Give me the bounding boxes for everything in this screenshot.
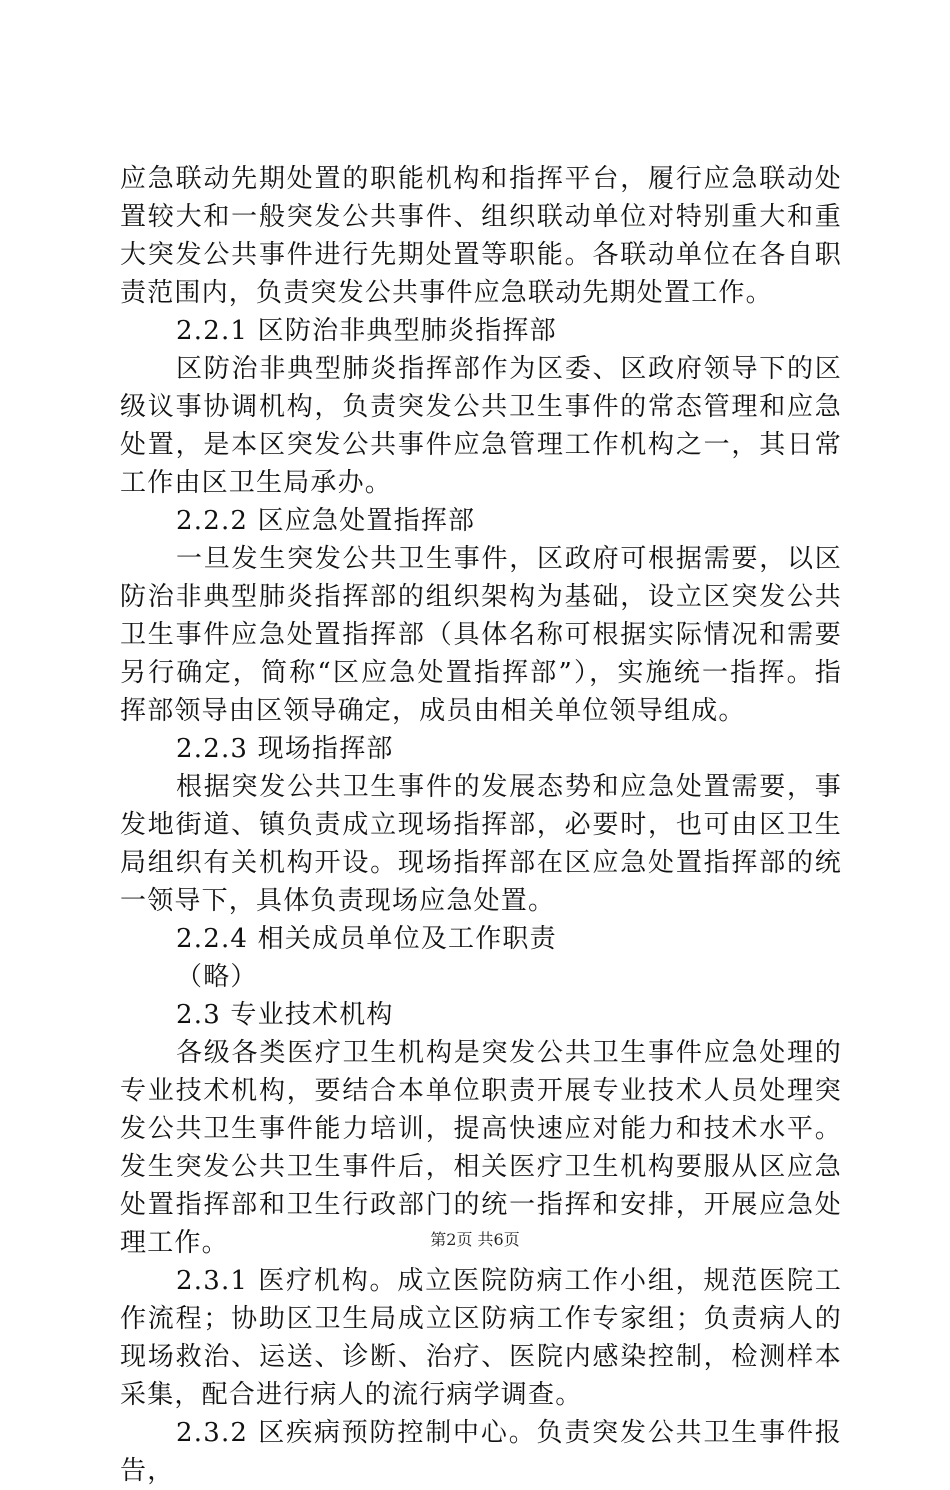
heading-2-2-3: 2.2.3 现场指挥部 xyxy=(176,734,394,764)
paragraph-2-2-3: 根据突发公共卫生事件的发展态势和应急处置需要，事发地街道、镇负责成立现场指挥部，必要时，也可由区卫生局组织有关机构开设。现场指挥部在区应急处置指挥部的统一领导下，具体负责现场应急处置。 xyxy=(120,772,842,916)
omitted-note: （略） xyxy=(176,962,258,992)
paragraph-2-3: 各级各类医疗卫生机构是突发公共卫生事件应急处理的专业技术机构，要结合本单位职责开展专业技术人员处理突发公共卫生事件能力培训，提高快速应对能力和技术水平。发生突发公共卫生事件后，相关医疗卫生机构要服从区应急处置指挥部和卫生行政部门的统一指挥和安排，开展应急处理工作。 xyxy=(120,1038,842,1258)
paragraph-2-3-1: 2.3.1 医疗机构。成立医院防病工作小组，规范医院工作流程；协助区卫生局成立区防病工作专家组；负责病人的现场救治、运送、诊断、治疗、医院内感染控制，检测样本采集，配合进行病人的流行病学调查。 xyxy=(120,1266,842,1410)
heading-2-3: 2.3 专业技术机构 xyxy=(176,1000,394,1030)
paragraph-intro: 应急联动先期处置的职能机构和指挥平台，履行应急联动处置较大和一般突发公共事件、组织联动单位对特别重大和重大突发公共事件进行先期处置等职能。各联动单位在各自职责范围内，负责突发公共事件应急联动先期处置工作。 xyxy=(120,164,842,308)
paragraph-2-3-2: 2.3.2 区疾病预防控制中心。负责突发公共卫生事件报告， xyxy=(120,1418,842,1486)
paragraph-2-2-1: 区防治非典型肺炎指挥部作为区委、区政府领导下的区级议事协调机构，负责突发公共卫生事件的常态管理和应急处置，是本区突发公共事件应急管理工作机构之一，其日常工作由区卫生局承办。 xyxy=(120,354,842,498)
paragraph-2-2-2: 一旦发生突发公共卫生事件，区政府可根据需要，以区防治非典型肺炎指挥部的组织架构为基础，设立区突发公共卫生事件应急处置指挥部（具体名称可根据实际情况和需要另行确定，简称“区应急处置指挥部”），实施统一指挥。指挥部领导由区领导确定，成员由相关单位领导组成。 xyxy=(120,544,842,726)
heading-2-2-1: 2.2.1 区防治非典型肺炎指挥部 xyxy=(176,316,557,346)
page-footer: 第2页 共6页 xyxy=(430,1230,520,1249)
document-body xyxy=(120,160,842,1490)
heading-2-2-4: 2.2.4 相关成员单位及工作职责 xyxy=(176,924,557,954)
heading-2-2-2: 2.2.2 区应急处置指挥部 xyxy=(176,506,476,536)
